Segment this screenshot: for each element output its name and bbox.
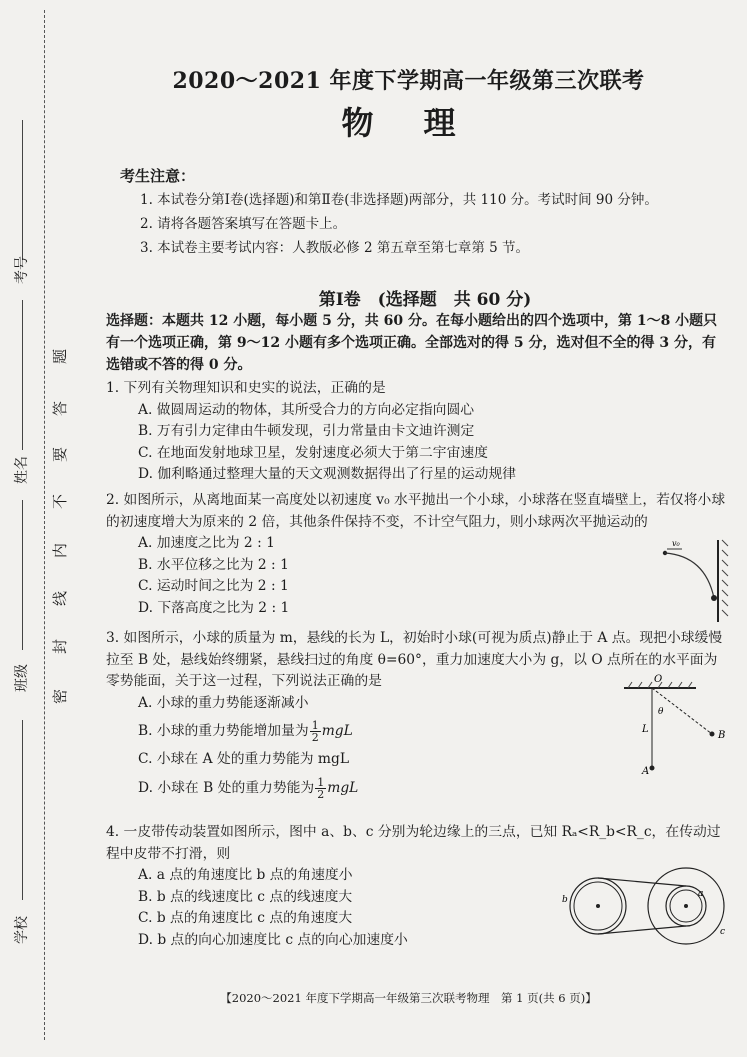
wheel-b-axle <box>596 904 600 908</box>
question-stem: 1. 下列有关物理知识和史实的说法，正确的是 <box>106 380 386 396</box>
fraction-numerator: 1 <box>311 719 319 732</box>
seal-char: 题 <box>51 348 70 365</box>
notice-heading: 考生注意： <box>120 167 196 185</box>
point-a <box>650 766 655 771</box>
option-d: D. b 点的向心加速度比 c 点的向心加速度小 <box>138 931 408 948</box>
point-b <box>710 732 715 737</box>
fraction-half <box>310 720 321 743</box>
option-d-text: D. 小球在 B 处的重力势能为 <box>138 779 315 796</box>
exam-no-label: 考号 <box>14 256 30 284</box>
option-d: D. 下落高度之比为 2 : 1 <box>138 599 290 616</box>
option-a: A. 加速度之比为 2 : 1 <box>138 535 275 551</box>
seal-char: 密 <box>51 688 70 705</box>
option-b: B. 万有引力定律由牛顿发现，引力常量由卡文迪许测定 <box>138 423 475 439</box>
option-c: C. b 点的角速度比 c 点的角速度大 <box>138 910 353 926</box>
school-line <box>22 720 23 900</box>
option-d-expr: mgL <box>327 779 359 796</box>
theta-label: θ <box>658 707 664 717</box>
option-a: A. a 点的角速度比 b 点的角速度小 <box>138 867 353 883</box>
option-c: C. 在地面发射地球卫星，发射速度必须大于第二宇宙速度 <box>138 444 488 461</box>
notice-item: 2. 请将各题答案填写在答题卡上。 <box>140 216 347 232</box>
subject-title: 物理 <box>341 104 506 142</box>
school-label: 学校 <box>14 916 30 944</box>
class-line <box>22 500 23 650</box>
point-b-label: b <box>562 895 568 905</box>
belt-top <box>598 878 686 886</box>
option-c: C. 小球在 A 处的重力势能为 mgL <box>138 751 350 767</box>
binding-margin <box>0 0 100 1057</box>
section-instructions: 选择题：本题共 12 小题，每小题 5 分，共 60 分。在每小题给出的四个选项中，第 1～8 小题只有一个选项正确，第 9～12 小题有多个选项正确。全部选对的得 5 分，选对但不全的得 3 分，有选错或不答的得 0 分。 <box>106 313 718 373</box>
fraction-half <box>315 777 326 800</box>
wheel-a-axle <box>684 904 688 908</box>
seal-char: 线 <box>51 590 70 607</box>
point-a-label: a <box>698 889 704 899</box>
seal-dashed-line <box>44 10 45 1040</box>
option-a: A. 做圆周运动的物体，其所受合力的方向必定指向圆心 <box>138 401 475 418</box>
section-title: 第Ⅰ卷 (选择题 共 60 分) <box>318 290 532 310</box>
option-b: B. b 点的线速度比 c 点的线速度大 <box>138 888 353 905</box>
l-label: L <box>642 724 649 735</box>
candidate-notice <box>120 164 730 260</box>
name-label: 姓名 <box>14 456 30 484</box>
notice-item: 3. 本试卷主要考试内容：人教版必修 2 第五章至第七章第 5 节。 <box>140 240 530 256</box>
point-a-label: A <box>642 766 650 777</box>
question-stem: 4. 一皮带传动装置如图所示，图中 a、b、c 分别为轮边缘上的三点，已知 Rₐ<R_b<R_c，在传动过程中皮带不打滑，则 <box>106 824 721 862</box>
point-o-label: O <box>654 674 663 685</box>
option-d: D. 伽利略通过整理大量的天文观测数据得出了行星的运动规律 <box>138 466 517 482</box>
trajectory-path <box>665 553 714 598</box>
belt-bottom <box>598 926 686 934</box>
seal-char: 要 <box>51 446 70 463</box>
class-label: 班级 <box>14 664 30 692</box>
question-2 <box>106 490 726 619</box>
wall-hatch <box>722 540 728 616</box>
exam-title: 2020～2021 年度下学期高一年级第三次联考 <box>172 68 645 94</box>
seal-char: 封 <box>51 638 70 655</box>
projectile-figure <box>650 536 730 626</box>
ball-hit-point <box>711 595 717 601</box>
notice-item: 1. 本试卷分第Ⅰ卷(选择题)和第Ⅱ卷(非选择题)两部分，共 110 分。考试时间 90 分钟。 <box>140 192 658 208</box>
question-1 <box>106 378 726 486</box>
question-stem: 2. 如图所示，从离地面某一高度处以初速度 v₀ 水平抛出一个小球，小球落在竖直墙壁上，若仅将小球的初速度增大为原来的 2 倍，其他条件保持不变，不计空气阻力，则小球两次平抛运动的 <box>106 492 726 530</box>
fraction-denominator: 2 <box>317 787 325 801</box>
seal-char: 不 <box>51 493 70 510</box>
seal-char: 内 <box>51 542 70 559</box>
option-b: B. 水平位移之比为 2 : 1 <box>138 556 289 573</box>
question-stem: 3. 如图所示，小球的质量为 m，悬线的长为 L，初始时小球(可视为质点)静止于 A 点。现把小球缓慢拉至 B 处，悬线始终绷紧，悬线扫过的角度 θ=60°，重力加速度大小为 g，以 O 点所在的水平面为零势能面，关于这一过程，下列说法正确的是 <box>106 630 723 689</box>
name-line <box>22 300 23 450</box>
page-footer: 【2020～2021 年度下学期高一年级第三次联考物理 第 1 页(共 6 页)】 <box>220 991 597 1005</box>
option-b-expr: mgL <box>321 723 353 739</box>
point-b-label: B <box>718 730 726 741</box>
option-a: A. 小球的重力势能逐渐减小 <box>138 694 309 711</box>
option-b-text: B. 小球的重力势能增加量为 <box>138 723 309 739</box>
pendulum-figure <box>618 674 733 784</box>
option-c: C. 运动时间之比为 2 : 1 <box>138 578 289 594</box>
fraction-numerator: 1 <box>317 775 325 789</box>
point-c-label: c <box>720 927 726 937</box>
fraction-denominator: 2 <box>311 731 319 744</box>
v0-label: v₀ <box>672 539 680 548</box>
seal-char: 答 <box>51 400 70 417</box>
belt-drive-figure <box>558 860 738 950</box>
